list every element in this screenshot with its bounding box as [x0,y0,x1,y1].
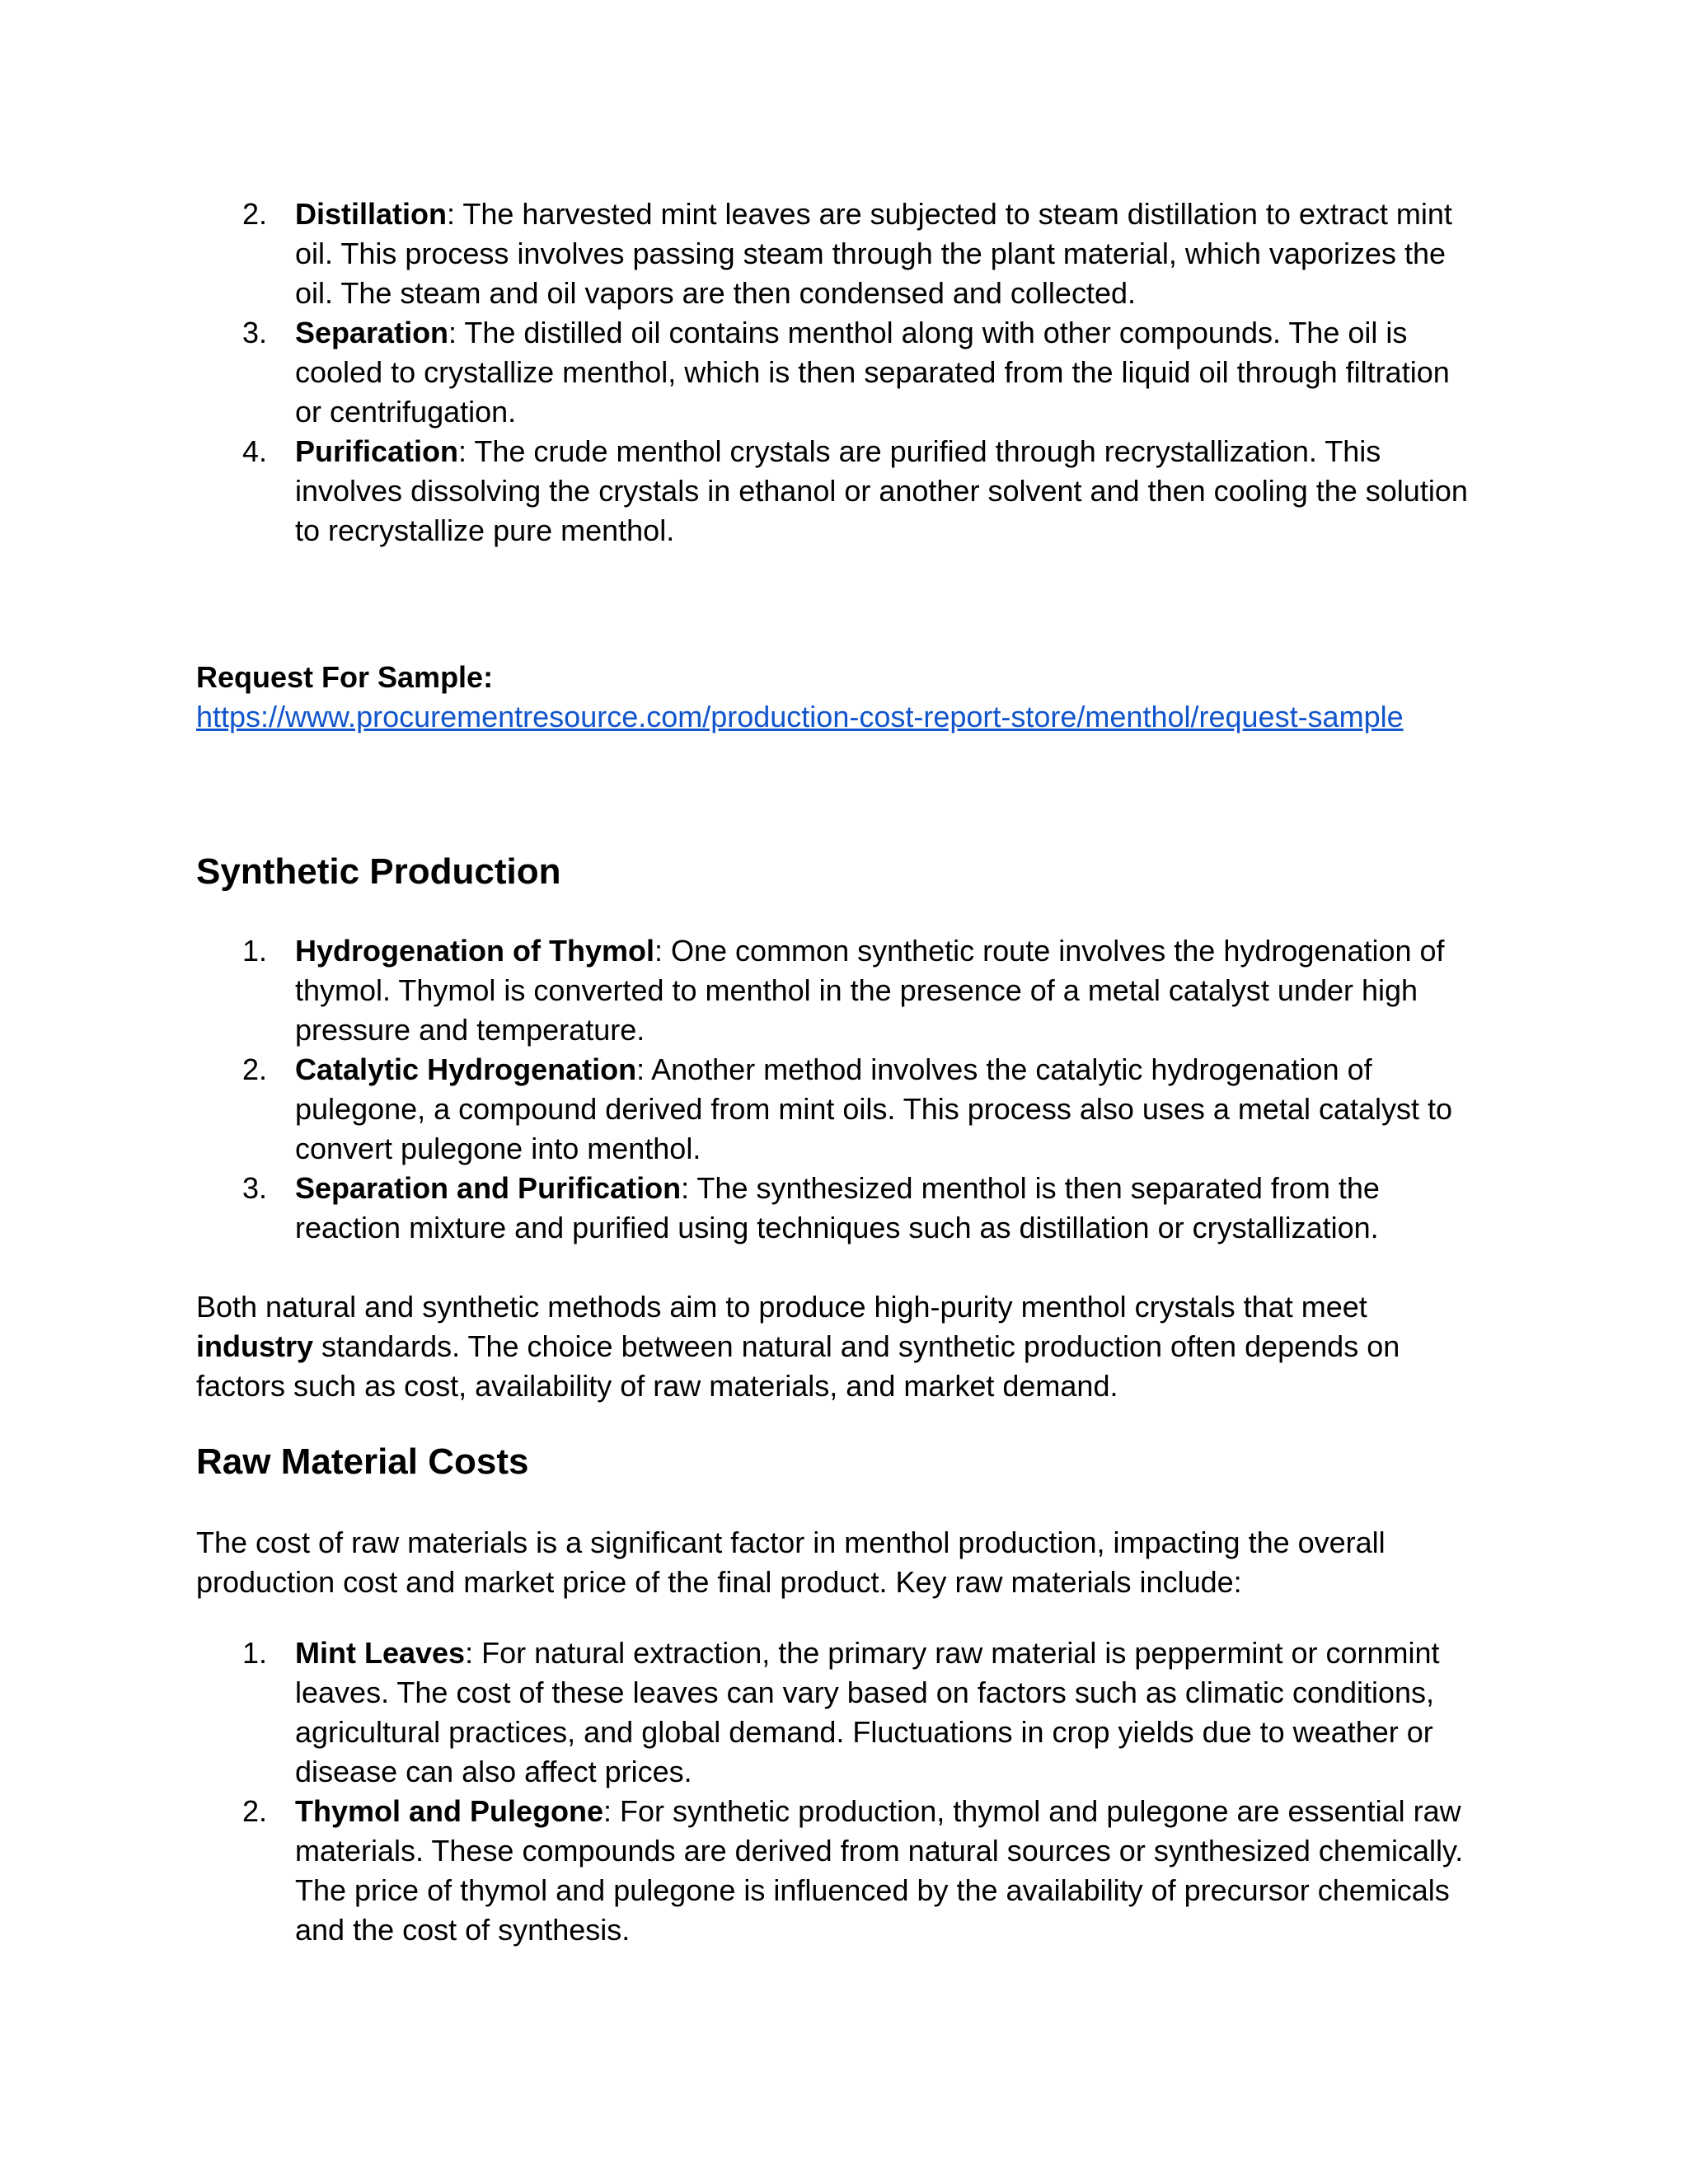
request-sample-block [196,658,1515,737]
list-item [196,432,1474,551]
list-term: Distillation [295,197,448,231]
list-item [196,313,1474,432]
list-number: 2. [242,197,268,231]
summary-bold-word: industry [196,1329,314,1363]
synthetic-summary-paragraph [196,1287,1482,1406]
raw-material-costs-heading: Raw Material Costs [196,1441,529,1482]
list-item [196,194,1474,313]
list-term: Separation and Purification [295,1171,682,1205]
list-item [196,931,1474,1050]
list-term: Separation [295,316,449,349]
list-text: : The synthesized menthol is then separated from the reaction mixture and purified using techniques such as distillation or crystallization. [295,1171,1380,1244]
list-item [196,1792,1474,1950]
list-term: Thymol and Pulegone [295,1794,604,1828]
synthetic-production-heading: Synthetic Production [196,851,561,892]
summary-text-after: standards. The choice between natural and synthetic production often depends on factors such as cost, availability of raw materials, and market demand. [196,1329,1400,1403]
list-text: : One common synthetic route involves the hydrogenation of thymol. Thymol is converted to menthol in the presence of a metal catalyst under high pressure and temperature. [295,934,1445,1047]
list-item [196,1050,1474,1169]
summary-text-before: Both natural and synthetic methods aim to produce high-purity menthol crystals that meet [196,1290,1367,1324]
synthetic-process-list [196,931,1474,1248]
list-term: Purification [295,434,459,468]
list-text: : The crude menthol crystals are purified through recrystallization. This involves dissolving the crystals in ethanol or another solvent and then cooling the solution to recrystallize pure menthol. [295,434,1468,547]
list-number: 3. [242,1171,268,1205]
natural-process-list [196,194,1474,551]
list-text: : For natural extraction, the primary raw material is peppermint or cornmint leaves. The cost of these leaves can vary based on factors such as climatic conditions, agricultural practices, and global demand. Fluctuations in crop yields due to weather or disease can also affect prices. [295,1636,1440,1788]
list-number: 2. [242,1052,268,1086]
list-text: : The harvested mint leaves are subjected to steam distillation to extract mint oil. This process involves passing steam through the plant material, which vaporizes the oil. The steam and oil vapors are then condensed and collected. [295,197,1452,310]
list-number: 1. [242,1636,268,1670]
list-term: Hydrogenation of Thymol [295,934,654,968]
list-item [196,1633,1474,1792]
list-term: Catalytic Hydrogenation [295,1052,637,1086]
request-sample-label: Request For Sample: [196,660,494,694]
list-text: : The distilled oil contains menthol along with other compounds. The oil is cooled to crystallize menthol, which is then separated from the liquid oil through filtration or centrifugation. [295,316,1450,429]
list-number: 3. [242,316,268,349]
request-sample-link[interactable]: https://www.procurementresource.com/production-cost-report-store/menthol/request-sample [196,700,1404,733]
list-text: : Another method involves the catalytic hydrogenation of pulegone, a compound derived from mint oils. This process also uses a metal catalyst to convert pulegone into menthol. [295,1052,1453,1165]
raw-material-list [196,1633,1474,1950]
list-number: 1. [242,934,268,968]
list-number: 2. [242,1794,268,1828]
list-item [196,1169,1474,1248]
list-term: Mint Leaves [295,1636,466,1670]
list-text: : For synthetic production, thymol and pulegone are essential raw materials. These compounds are derived from natural sources or synthesized chemically. The price of thymol and pulegone is influenced by the availability of precursor chemicals and the cost of synthesis. [295,1794,1464,1947]
list-number: 4. [242,434,268,468]
raw-material-intro-paragraph: The cost of raw materials is a significant factor in menthol production, impacting the overall production cost and market price of the final product. Key raw materials include: [196,1526,1386,1599]
